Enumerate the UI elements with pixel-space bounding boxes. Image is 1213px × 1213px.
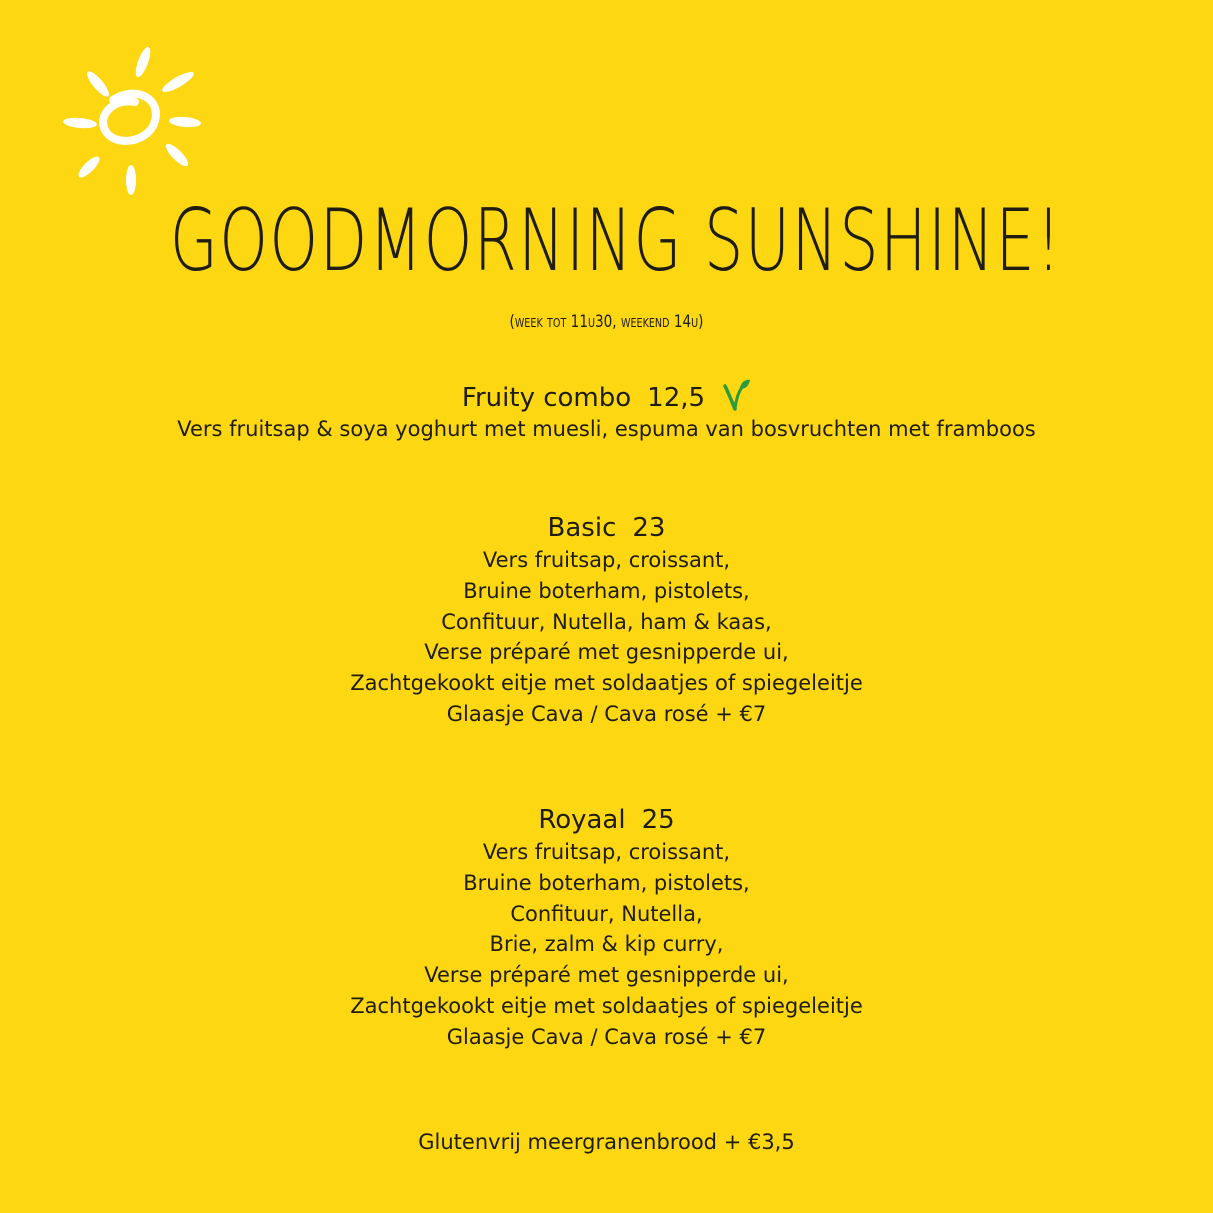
item-name: Basic: [547, 513, 617, 543]
item-line: Bruine boterham, pistolets,: [463, 578, 750, 603]
menu-item-fruity-combo: [0, 378, 1213, 445]
opening-hours: (week tot 11u30, weekend 14u): [509, 312, 704, 332]
item-name: Royaal: [538, 805, 626, 835]
item-line: Brie, zalm & kip curry,: [489, 932, 724, 957]
item-line: Zachtgekookt eitje met soldaatjes of spiegeleitje: [350, 993, 863, 1018]
menu-item-royaal: [0, 803, 1213, 1053]
item-line: Confituur, Nutella,: [510, 901, 703, 926]
item-line: Vers fruitsap, croissant,: [482, 840, 731, 864]
sun-icon: [55, 40, 215, 200]
item-price: 25: [641, 805, 675, 835]
item-line: Glaasje Cava / Cava rosé + €7: [446, 1024, 767, 1049]
menu-item-basic: [0, 511, 1213, 730]
item-line: Zachtgekookt eitje met soldaatjes of spiegeleitje: [350, 671, 863, 696]
item-line: Confituur, Nutella, ham & kaas,: [441, 609, 772, 634]
item-name: Fruity combo: [461, 383, 632, 413]
item-heading: [0, 378, 1213, 415]
page-title: GOODMORNING SUNSHINE!: [169, 191, 1063, 291]
gluten-free-note: Glutenvrij meergranenbrood + €3,5: [418, 1130, 795, 1154]
item-line: Verse préparé met gesnipperde ui,: [424, 640, 789, 665]
item-price: 23: [632, 513, 666, 543]
vegan-leaf-icon: [721, 378, 751, 412]
item-line: Glaasje Cava / Cava rosé + €7: [446, 701, 767, 726]
item-price: 12,5: [647, 383, 706, 413]
item-line: Verse préparé met gesnipperde ui,: [424, 963, 789, 988]
item-heading: [0, 511, 1213, 545]
item-line: Vers fruitsap, croissant,: [482, 548, 731, 572]
item-heading: [0, 803, 1213, 837]
item-description: Vers fruitsap & soya yoghurt met muesli, espuma van bosvruchten met framboos: [177, 417, 1036, 441]
item-line: Bruine boterham, pistolets,: [463, 870, 750, 895]
